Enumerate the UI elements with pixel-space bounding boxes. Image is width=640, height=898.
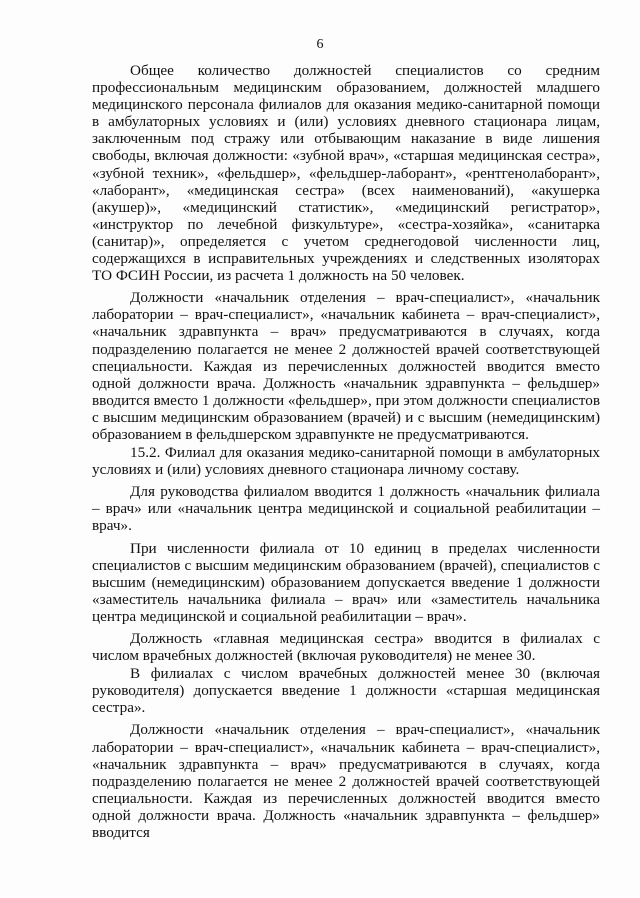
paragraph-department-heads-repeat: Должности «начальник отделения – врач-специалист», «начальник лаборатории – врач-специалист», «начальник кабинета – врач-специалист», «начальник здравпункта – врач» предусматриваются в случаях, когда подразделению полагается не менее 2 должностей врачей соответствующей специальности. Каждая из перечисленных должностей вводится вместо одной должности врача. Должность «начальник здравпункта – фельдшер» вводится bbox=[92, 721, 600, 842]
page-number: 6 bbox=[316, 37, 324, 52]
paragraph-staff-count: Общее количество должностей специалистов со средним профессиональным медицинским образованием, должностей младшего медицинского персонала филиалов для оказания медико-санитарной помощи в амбулаторных условиях и (или) условиях дневного стационара лицам, заключенным под стражу или отбывающим наказание в виде лишения свободы, включая должности: «зубной врач», «старшая медицинская сестра», «зубной техник», «фельдшер», «фельдшер-лаборант», «рентгенолаборант», «лаборант», «медицинская сестра» (всех наименований), «акушерка (акушер)», «медицинский статистик», «медицинский регистратор», «инструктор по лечебной физкультуре», «сестра-хозяйка», «санитарка (санитар)», определяется с учетом среднегодовой численности лиц, содержащихся в исправительных учреждениях и следственных изоляторах ТО ФСИН России, из расчета 1 должность на 50 человек. bbox=[92, 62, 600, 285]
paragraph-chief-nurse: Должность «главная медицинская сестра» вводится в филиалах с числом врачебных должностей (включая руководителя) не менее 30. bbox=[92, 630, 600, 665]
paragraph-section-15-2: 15.2. Филиал для оказания медико-санитарной помощи в амбулаторных условиях и (или) условиях дневного стационара личному составу. bbox=[92, 444, 600, 479]
paragraph-branch-head: Для руководства филиалом вводится 1 должность «начальник филиала – врач» или «начальник центра медицинской и социальной реабилитации – врач». bbox=[92, 483, 600, 535]
document-body bbox=[92, 62, 600, 846]
paragraph-senior-nurse: В филиалах с числом врачебных должностей менее 30 (включая руководителя) допускается введение 1 должности «старшая медицинская сестра». bbox=[92, 665, 600, 717]
paragraph-deputy-head: При численности филиала от 10 единиц в пределах численности специалистов с высшим медицинским образованием (врачей), специалистов с высшим (немедицинским) образованием допускается введение 1 должности «заместитель начальника филиала – врач» или «заместитель начальника центра медицинской и социальной реабилитации – врач». bbox=[92, 539, 600, 625]
paragraph-department-heads: Должности «начальник отделения – врач-специалист», «начальник лаборатории – врач-специалист», «начальник кабинета – врач-специалист», «начальник здравпункта – врач» предусматриваются в случаях, когда подразделению полагается не менее 2 должностей врачей соответствующей специальности. Каждая из перечисленных должностей вводится вместо одной должности врача. Должность «начальник здравпункта – фельдшер» вводится вместо 1 должности «фельдшер», при этом должности специалистов с высшим медицинским образованием (врачей) и с высшим (немедицинским) образованием в фельдшерском здравпункте не предусматриваются. bbox=[92, 289, 600, 443]
